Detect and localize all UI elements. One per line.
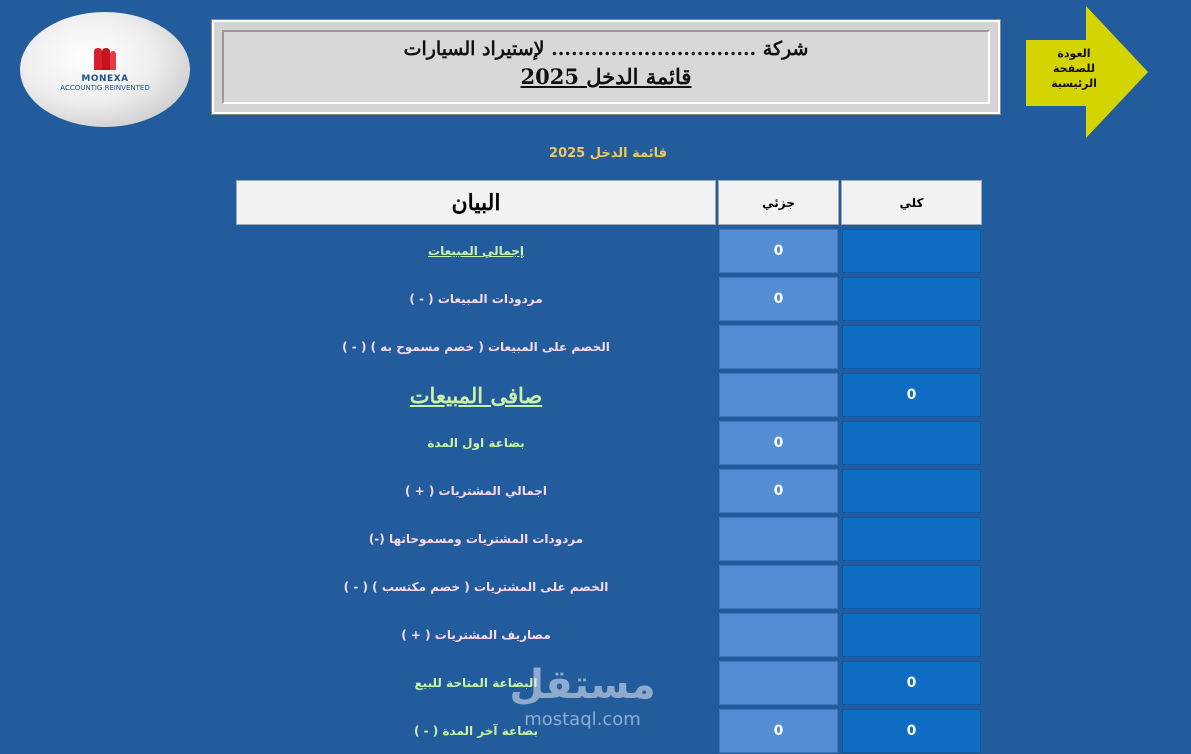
row-label: إجمالي المبيعات [428, 244, 524, 258]
total-cell[interactable] [842, 325, 981, 369]
partial-cell[interactable]: 0 [719, 469, 838, 513]
table-row [0, 420, 1191, 466]
partial-cell[interactable] [719, 373, 838, 417]
total-cell[interactable]: 0 [842, 709, 981, 753]
partial-cell[interactable] [719, 613, 838, 657]
back-label-line-2: للصفحة [1053, 62, 1095, 75]
header-total: كلي [841, 180, 982, 225]
back-label-line-3: الرئيسية [1051, 77, 1097, 90]
total-cell[interactable]: 0 [842, 661, 981, 705]
mostaql-watermark [495, 663, 670, 743]
company-logo [20, 12, 190, 127]
table-row [0, 276, 1191, 322]
partial-cell[interactable]: 0 [719, 421, 838, 465]
report-title: قائمة الدخل 2025 [520, 64, 692, 89]
row-label: البضاعة المتاحة للبيع [414, 676, 538, 690]
total-cell[interactable] [842, 469, 981, 513]
monexa-logo-icon [91, 46, 119, 72]
row-label: مصاريف المشتريات ( + ) [401, 628, 551, 642]
company-name: شركة ............................... لإستيراد السيارات [403, 38, 809, 60]
logo-name: MONEXA [81, 74, 129, 84]
table-row [0, 228, 1191, 274]
total-cell[interactable]: 0 [842, 373, 981, 417]
partial-cell[interactable] [719, 661, 838, 705]
partial-cell[interactable]: 0 [719, 709, 838, 753]
row-label: مردودات المبيعات ( - ) [409, 292, 543, 306]
total-cell[interactable] [842, 421, 981, 465]
header-statement: البيان [236, 180, 716, 225]
partial-cell[interactable] [719, 325, 838, 369]
row-label: مردودات المشتريات ومسموحاتها (-) [368, 532, 584, 546]
watermark-latin: mostaql.com [524, 709, 641, 730]
back-label-line-1: العودة [1057, 47, 1091, 60]
total-cell[interactable] [842, 517, 981, 561]
logo-tagline: ACCOUNTIG REINVENTED [60, 84, 150, 92]
back-to-home-button[interactable] [1026, 6, 1148, 138]
partial-cell[interactable]: 0 [719, 277, 838, 321]
table-row [0, 468, 1191, 514]
table-row [0, 612, 1191, 658]
table-row [0, 564, 1191, 610]
table-row [0, 516, 1191, 562]
total-cell[interactable] [842, 613, 981, 657]
table-row [0, 324, 1191, 370]
partial-cell[interactable] [719, 565, 838, 609]
total-cell[interactable] [842, 565, 981, 609]
total-cell[interactable] [842, 277, 981, 321]
row-label: بضاعة آخر المدة ( - ) [413, 724, 539, 738]
header-partial: جزئي [718, 180, 839, 225]
row-label: الخصم على المشتريات ( خصم مكتسب ) ( - ) [343, 580, 609, 594]
watermark-arabic: مستقل [509, 662, 656, 708]
partial-cell[interactable] [719, 517, 838, 561]
back-button-label [1038, 46, 1110, 91]
table-row [0, 372, 1191, 418]
partial-cell[interactable]: 0 [719, 229, 838, 273]
report-header [212, 20, 1000, 114]
row-label: بضاعة اول المدة [427, 436, 525, 450]
report-header-inner [222, 30, 990, 104]
row-label: الخصم على المبيعات ( خصم مسموح به ) ( - ) [342, 340, 610, 354]
total-cell[interactable] [842, 229, 981, 273]
table-caption: قائمة الدخل 2025 [549, 146, 667, 161]
row-label: صافى المبيعات [409, 382, 543, 408]
row-label: اجمالي المشتريات ( + ) [405, 484, 548, 498]
